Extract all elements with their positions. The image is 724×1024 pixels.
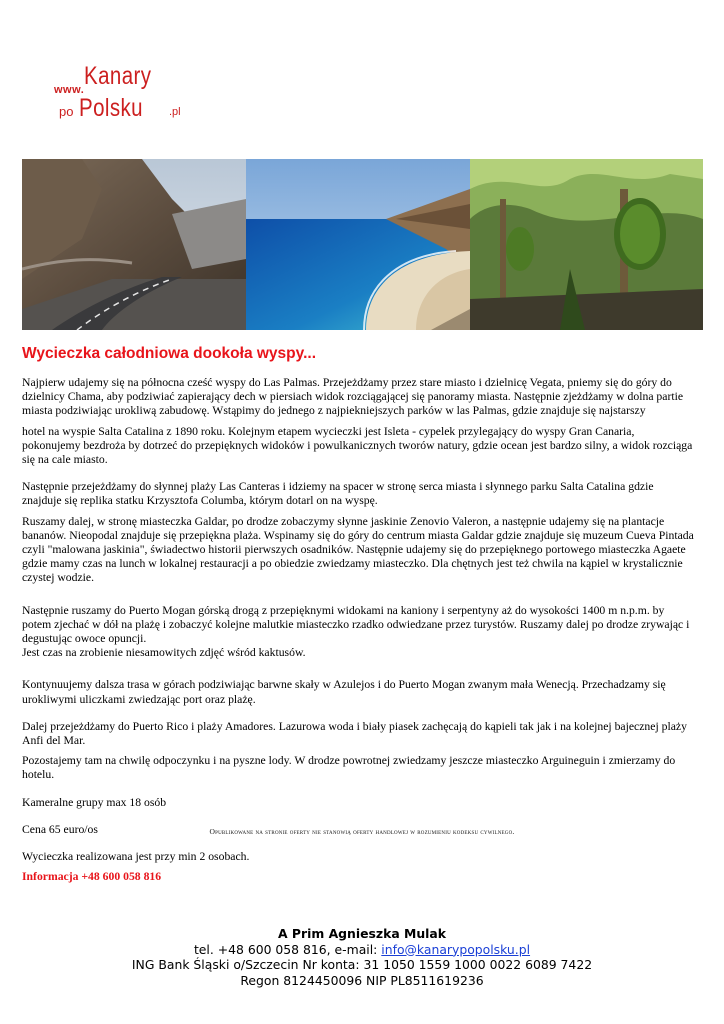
paragraph: Najpierw udajemy się na północna cześć wyspy do Las Palmas. Przejeżdżamy przez stare miasto i dzielnicę Vegata, pniemy się do góry do dzielnicy Chama, aby podziwiać zapierający dech w piersiach widok rozciągającej się panoramy miasta. Następnie zjeżdżamy w dolna partie miasta podziwiając urokliwą zabudowę. Wstąpimy do jednego z najpiekniejszych parków w las Palmas, gdzie znajduje się najstarszy <box>22 376 684 418</box>
contact-prefix: tel. +48 600 058 816, e-mail: <box>193 941 382 957</box>
legal-disclaimer: Opublikowane na stronie oferty nie stanowią oferty handlowej w rozumieniu kodeksu cywilnego. <box>209 827 515 836</box>
regon-nip: Regon 8124450096 NIP PL8511619236 <box>240 972 484 988</box>
logo-brand-top: Kanary <box>84 62 152 90</box>
min-participants-note: Wycieczka realizowana jest przy min 2 osobach. <box>22 850 250 864</box>
page-title: Wycieczka całodniowa dookoła wyspy... <box>22 345 317 362</box>
paragraph: Kontynuujemy dalsza trasa w górach podziwiając barwne skały w Azulejos i do Puerto Mogan zwanym mała Wenecją. Przechadzamy się urokliwymi uliczkami zwiedzając port oraz plażę. <box>22 678 666 706</box>
logo-www: www. <box>54 84 85 96</box>
paragraph: hotel na wyspie Salta Catalina z 1890 roku. Kolejnym etapem wycieczki jest Isleta - cypelek przylegający do wyspy Gran Canaria, pokonujemy bezdroża by dotrzeć do przepięknych widoków i powulkanicznych tworów natury, gdzie ocean jest bardzo silny, a widok rozciąga się na cale miasto. <box>22 424 693 467</box>
contact-line <box>0 942 724 958</box>
bank-account: ING Bank Śląski o/Szczecin Nr konta: 31 1050 1559 1000 0022 6089 7422 <box>131 957 593 973</box>
paragraph: Jest czas na zrobienie niesamowitych zdjęć wśród kaktusów. <box>22 646 306 660</box>
paragraph: Następnie przejeżdżamy do słynnej plaży Las Canteras i idziemy na spacer w stronę serca miasta i słynnego parku Salta Catalina gdzie znajduje się replika statku Krzysztofa Columba, którym dotarl on na wyspę. <box>22 480 654 508</box>
kanary-po-polsku-logo[interactable] <box>54 64 254 124</box>
company-footer <box>0 926 724 988</box>
paragraph: Ruszamy dalej, w stronę miasteczka Galdar, po drodze zobaczymy słynne jaskinie Zenovio Valeron, a następnie udajemy się na plantacje bananów. Nieopodal znajduje się przepiękna plaża. Wspinamy się do góry do centrum miasta Galdar gdzie znajduje się muzeum Cueva Pintada czyli "malowana jaskinia", świadectwo historii pierwszych osadników. Następnie udajemy się do przepięknego portowego miasteczka Agaete gdzie mamy czas na lunch w lokalnej restauracji a po obiedzie zwiedzamy miasteczko. Dla chętnych jest też chwila na kąpiel w krystalicznie czystej wodzie. <box>22 514 694 585</box>
logo-brand-bottom: Polsku <box>79 94 143 122</box>
paragraph: Dalej przejeżdżamy do Puerto Rico i plaży Amadores. Lazurowa woda i biały piasek zachęcają do kąpieli tak jak i na kolejnej bajecznej plaży Anfi del Mar. <box>22 719 687 748</box>
beach-bay-photo <box>246 159 470 330</box>
photo-strip <box>22 159 703 330</box>
paragraph: Pozostajemy tam na chwilę odpoczynku i na pyszne lody. W drodze powrotnej zwiedzamy jeszcze miasteczko Arguineguin i zmierzamy do hotelu. <box>22 754 676 782</box>
tour-description <box>22 376 694 884</box>
price-note: Cena 65 euro/os <box>22 822 98 836</box>
logo-tld: .pl <box>169 106 181 118</box>
email-link[interactable]: info@kanarypopolsku.pl <box>381 941 531 957</box>
company-name: A Prim Agnieszka Mulak <box>278 926 446 941</box>
info-phone[interactable]: Informacja +48 600 058 816 <box>22 870 162 884</box>
group-size-note: Kameralne grupy max 18 osób <box>22 795 167 809</box>
mountain-road-photo <box>22 159 246 330</box>
banana-plantation-photo <box>470 159 703 330</box>
logo-po: po <box>59 104 74 119</box>
paragraph: Następnie ruszamy do Puerto Mogan górską drogą z przepięknymi widokami na kaniony i serpentyny aż do wysokości 1400 m n.p.m. by potem zjechać w dół na plażę i zobaczyć kolejne malutkie miasteczko rzadko odwiedzane przez turystów. Ruszamy dalej po drodze zrywając i degustując owoce opuncji. <box>22 603 690 646</box>
